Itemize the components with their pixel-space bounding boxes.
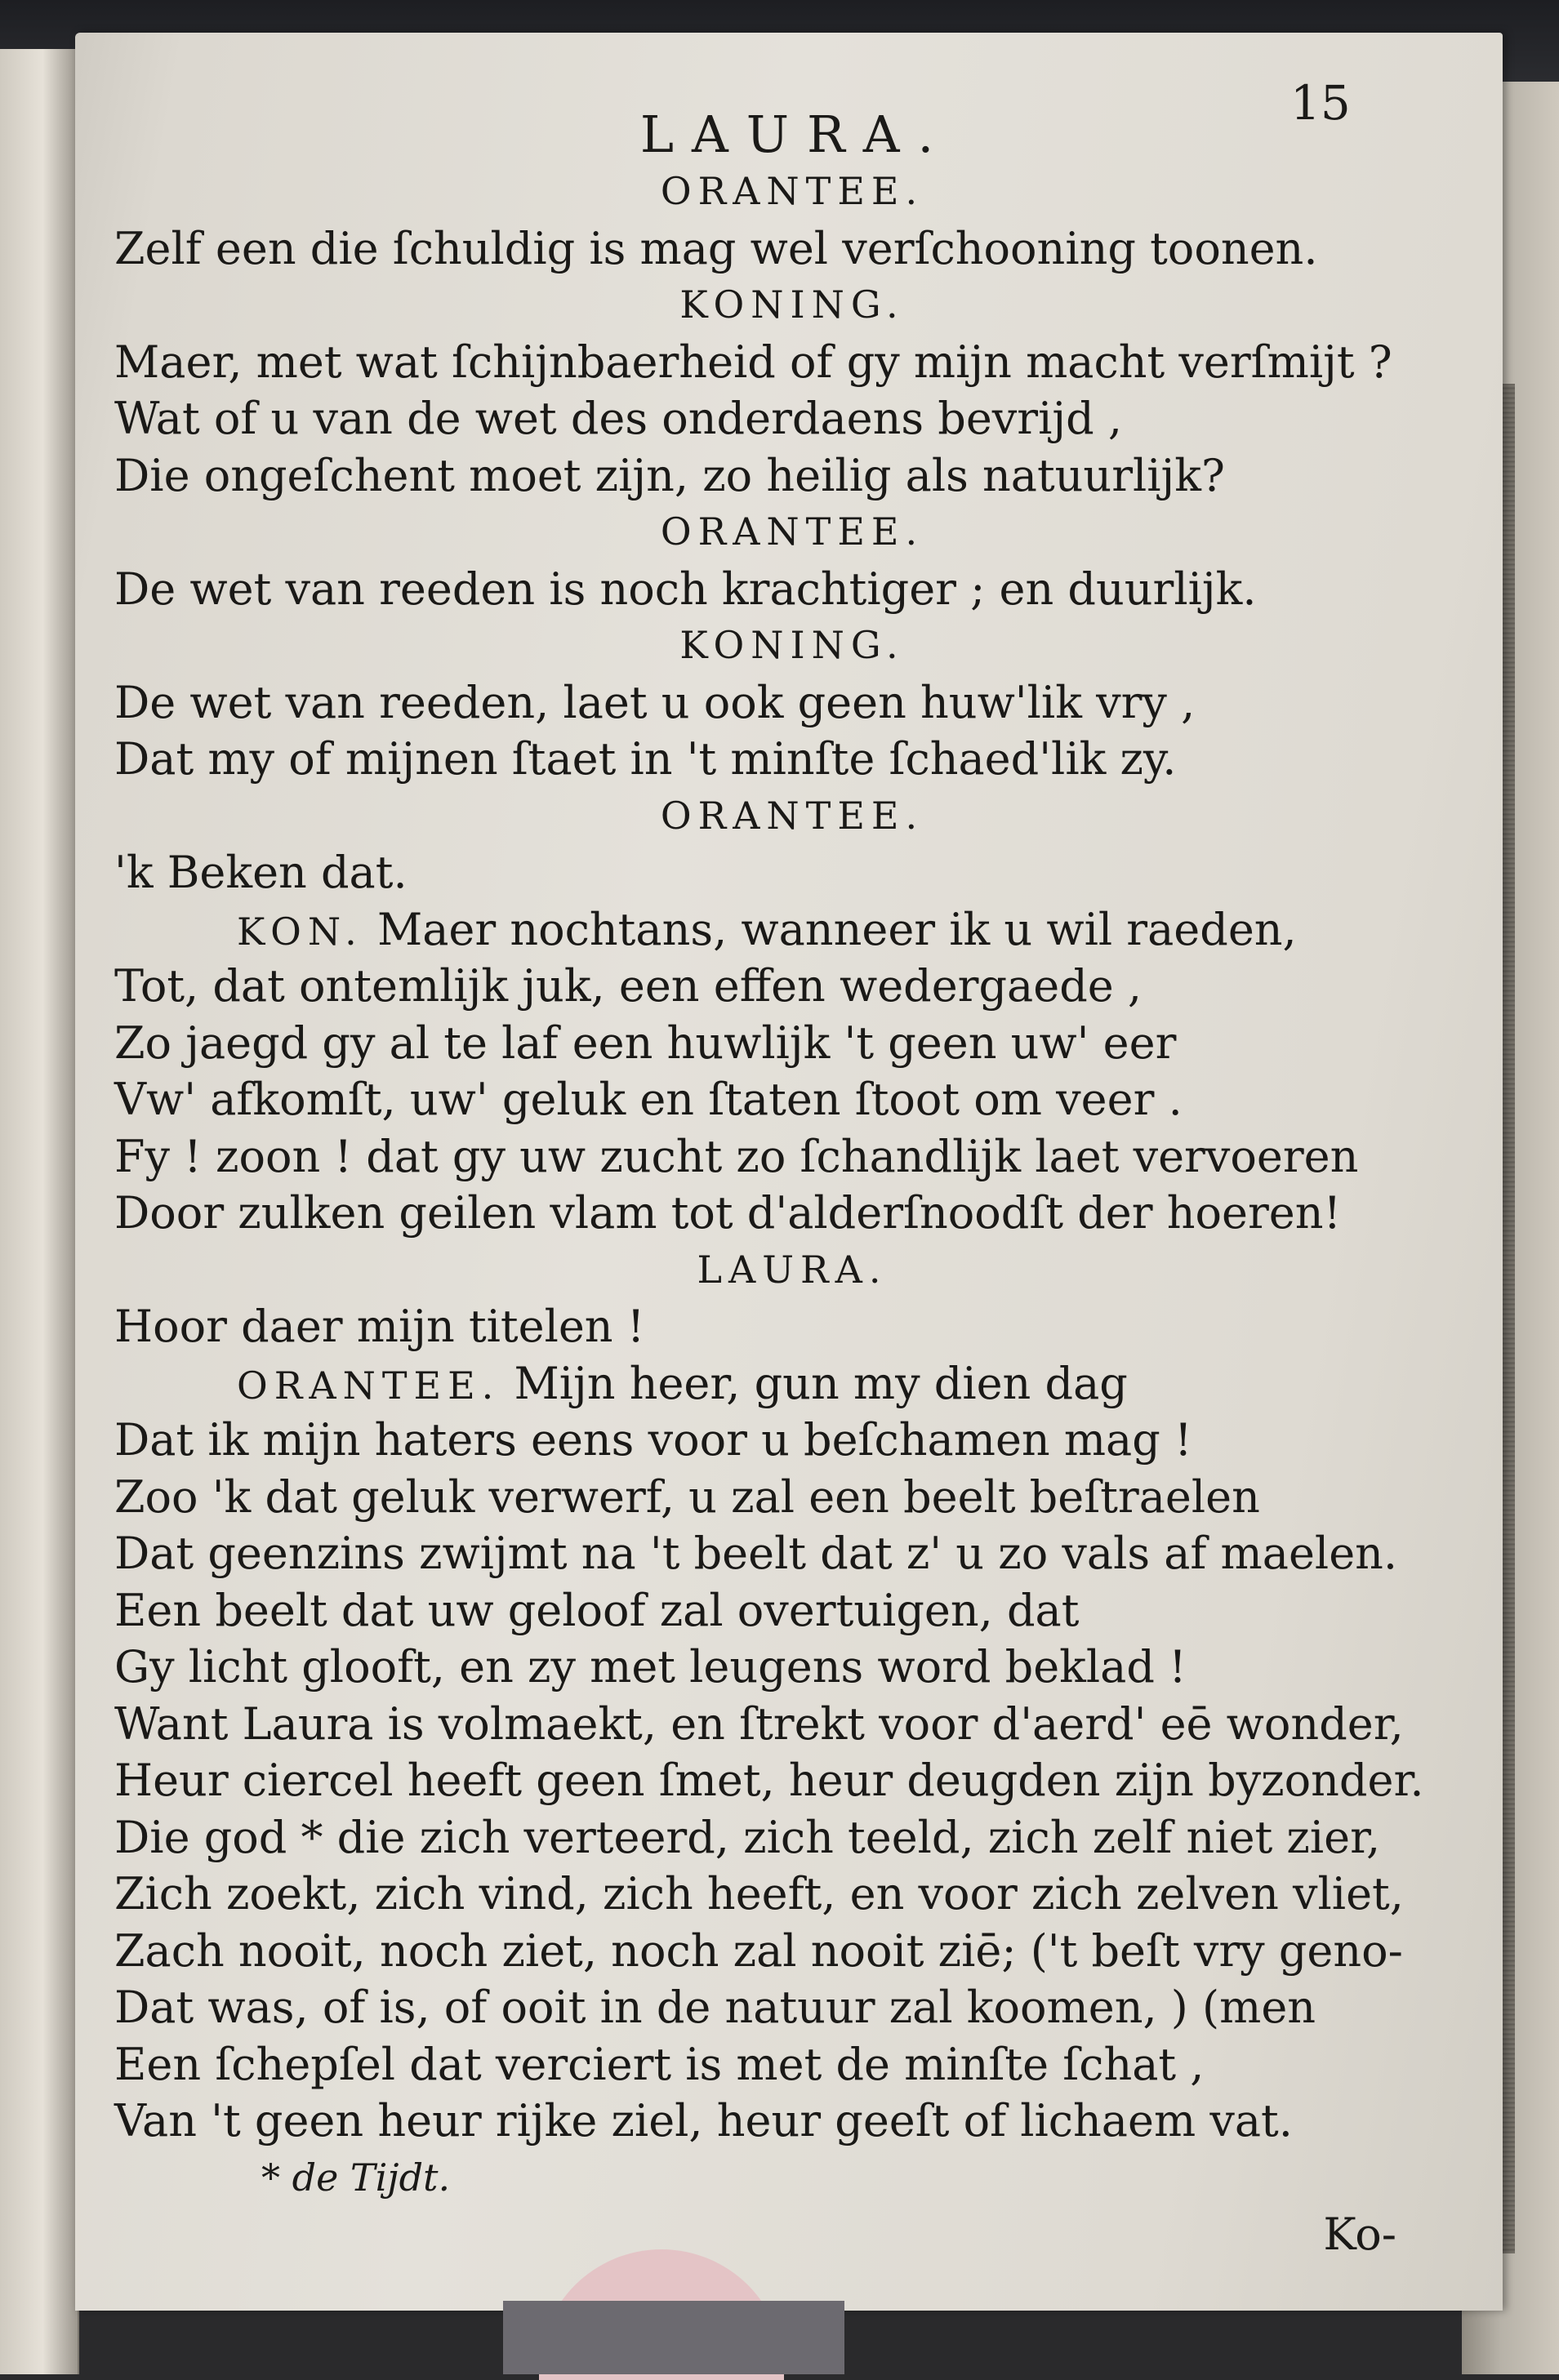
inline-speaker: KON.: [237, 909, 363, 954]
verse-line: Zach nooit, noch ziet, noch zal nooit ziē; ('t beſt vry geno-: [114, 1924, 1403, 1977]
catchword: Ko-: [1323, 2209, 1396, 2260]
footnote: * de Tijdt.: [261, 2155, 451, 2200]
verse-line: Want Laura is volmaekt, en ſtrekt voor d'aerd' eē wonder,: [114, 1697, 1404, 1750]
verse-line: Een beelt dat uw geloof zal overtuigen, dat: [114, 1584, 1080, 1636]
verse-line: De wet van reeden is noch krachtiger ; en duurlijk.: [114, 563, 1257, 615]
verse-line: Tot, dat ontemlijk juk, een effen wedergaede ,: [114, 960, 1143, 1012]
verse-text: Maer nochtans, wanneer ik u wil raeden,: [363, 903, 1297, 955]
verse-line: De wet van reeden, laet u ook geen huw'lik vry ,: [114, 676, 1196, 728]
page-number: 15: [1290, 75, 1351, 131]
bottom-obstruction: [503, 2301, 844, 2374]
verse-line: Die ongeſchent moet zijn, zo heilig als natuurlijk?: [114, 449, 1225, 501]
verse-line: Vw' afkomſt, uw' geluk en ſtaten ſtoot om veer .: [114, 1074, 1183, 1125]
verse-line: Van 't geen heur rijke ziel, heur geeſt of lichaem vat.: [114, 2095, 1293, 2146]
inline-speaker: ORANTEE.: [237, 1363, 501, 1408]
speaker-heading: ORANTEE.: [660, 169, 924, 213]
verse-line: Dat geenzins zwijmt na 't beelt dat z' u zo vals af maelen.: [114, 1528, 1398, 1579]
verse-line: [114, 901, 1421, 959]
verse-line: Dat ik mijn haters eens voor u beſchamen mag !: [114, 1414, 1192, 1466]
verse-line: Zich zoekt, zich vind, zich heeft, en voor zich zelven vliet,: [114, 1868, 1404, 1920]
speaker-heading: ORANTEE.: [660, 509, 924, 554]
speaker-heading: KONING.: [679, 623, 905, 667]
verse-line: Zelf een die ſchuldig is mag wel verſchooning toonen.: [114, 222, 1318, 274]
speaker-heading: LAURA.: [697, 1247, 888, 1292]
verse-line: 'k Beken dat.: [114, 847, 408, 898]
speaker-heading: KONING.: [679, 282, 905, 327]
verse-text: Mijn heer, gun my dien dag: [500, 1357, 1128, 1409]
verse-line: Gy licht glooft, en zy met leugens word beklad !: [114, 1641, 1187, 1693]
running-head: LAURA.: [639, 105, 952, 164]
verse-line: Maer, met wat ſchijnbaerheid of gy mijn macht verſmijt ?: [114, 336, 1392, 388]
play-text: [114, 163, 1424, 2263]
verse-line: Door zulken geilen vlam tot d'alderſnoodſt der hoeren!: [114, 1187, 1342, 1239]
verse-line: Zo jaegd gy al te laf een huwlijk 't geen uw' eer: [114, 1017, 1177, 1069]
verse-line: Een ſchepſel dat verciert is met de minſte ſchat ,: [114, 2038, 1205, 2090]
facing-page-edge: [0, 49, 79, 2374]
verse-line: [114, 1355, 1421, 1412]
verse-line: Zoo 'k dat geluk verwerf, u zal een beelt beſtraelen: [114, 1470, 1260, 1523]
verse-line: Die god * die zich verteerd, zich teeld, zich zelf niet zier,: [114, 1811, 1381, 1863]
verse-line: Dat was, of is, of ooit in de natuur zal koomen, ) (men: [114, 1982, 1316, 2033]
verse-line: Wat of u van de wet des onderdaens bevrijd ,: [114, 393, 1123, 444]
verse-line: Heur ciercel heeft geen ſmet, heur deugden zijn byzonder.: [114, 1755, 1424, 1806]
verse-line: Dat my of mijnen ſtaet in 't minſte ſchaed'lik zy.: [114, 733, 1177, 785]
verse-line: Fy ! zoon ! dat gy uw zucht zo ſchandlijk laet vervoeren: [114, 1130, 1359, 1182]
verse-line: Hoor daer mijn titelen !: [114, 1301, 645, 1352]
speaker-heading: ORANTEE.: [660, 793, 924, 838]
